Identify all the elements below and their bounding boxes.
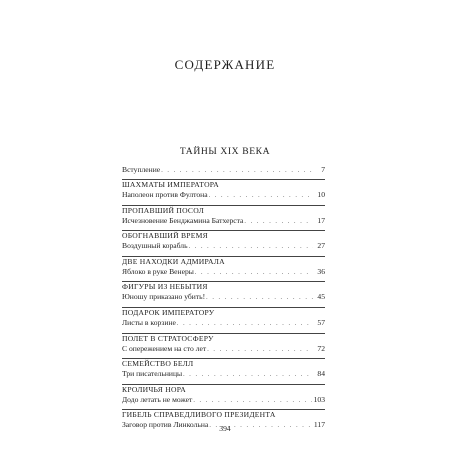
toc-entry	[122, 256, 325, 282]
toc-entry-text: Заговор против Линкольна	[122, 420, 209, 430]
dot-leader	[177, 319, 313, 329]
toc-line	[122, 216, 325, 227]
toc-chapter-heading: КРОЛИЧЬЯ НОРА	[122, 384, 186, 394]
toc-page-number: 27	[317, 241, 325, 251]
toc-entry	[122, 179, 325, 205]
toc-entry	[122, 384, 325, 410]
toc-entry-text: Наполеон против Фултона	[122, 190, 208, 199]
dot-leader	[183, 370, 313, 380]
toc-line	[122, 292, 325, 303]
toc-page-number: 84	[317, 369, 325, 379]
dot-leader	[206, 293, 313, 303]
toc-chapter-heading: ОБОГНАВШИЙ ВРЕМЯ	[122, 231, 208, 241]
toc-entry-text: Листы в корзине	[122, 317, 176, 327]
toc-page-number: 36	[317, 266, 325, 276]
toc-page-number: 103	[313, 394, 325, 404]
toc-page-number: 7	[321, 165, 325, 174]
section-title: ТАЙНЫ XIX ВЕКА	[179, 146, 271, 157]
toc-line	[122, 318, 325, 329]
toc-page-number: 57	[317, 317, 325, 327]
toc-page-number: 10	[317, 190, 325, 199]
toc-line	[122, 344, 325, 355]
toc-entry-text: Додо летать не может	[122, 394, 193, 404]
toc-entry	[122, 205, 325, 231]
toc-line	[122, 162, 325, 176]
toc-line	[122, 190, 325, 201]
toc-entry	[122, 307, 325, 333]
toc-chapter-heading: ГИБЕЛЬ СПРАВЕДЛИВОГО ПРЕЗИДЕНТА	[122, 410, 276, 420]
toc-entry	[122, 333, 325, 359]
toc-chapter-heading: ПРОПАВШИЙ ПОСОЛ	[122, 205, 204, 215]
toc-page-number: 45	[317, 292, 325, 302]
dot-leader	[189, 242, 313, 252]
toc-entry	[122, 281, 325, 307]
toc-chapter-heading: ШАХМАТЫ ИМПЕРАТОРА	[122, 180, 220, 189]
toc-entry	[122, 358, 325, 384]
toc-entry-text: Яблоко в руке Венеры	[122, 266, 194, 276]
toc-chapter-heading: ПОЛЕТ В СТРАТОСФЕРУ	[122, 333, 214, 343]
contents-title: СОДЕРЖАНИЕ	[174, 57, 276, 72]
toc-line	[122, 369, 325, 380]
toc-entry-text: Юношу приказано убить!	[122, 292, 206, 302]
table-of-contents	[122, 162, 325, 435]
toc-chapter-heading: ДВЕ НАХОДКИ АДМИРАЛА	[122, 256, 225, 266]
toc-chapter-heading: ФИГУРЫ ИЗ НЕБЫТИЯ	[122, 282, 208, 292]
toc-entry-text: Вступление	[122, 165, 161, 174]
toc-line	[122, 395, 325, 406]
toc-entry	[122, 230, 325, 256]
toc-page-number: 117	[313, 420, 325, 430]
toc-chapter-heading: СЕМЕЙСТВО БЕЛЛ	[122, 359, 194, 369]
dot-leader	[244, 217, 313, 227]
toc-entry-text: Воздушный корабль	[122, 241, 188, 251]
page-number: 394	[219, 424, 231, 433]
toc-entry-intro	[122, 162, 325, 179]
dot-leader	[207, 345, 313, 355]
dot-leader	[195, 268, 313, 278]
dot-leader	[209, 191, 313, 201]
toc-chapter-heading: ПОДАРОК ИМПЕРАТОРУ	[122, 307, 215, 317]
dot-leader	[193, 396, 311, 406]
toc-entry-text: С опережением на сто лет	[122, 343, 207, 353]
toc-page-number: 17	[317, 215, 325, 225]
toc-entry-text: Исчезновение Бенджамина Батхерста	[122, 215, 244, 225]
toc-line	[122, 241, 325, 252]
toc-entry-text: Три писательницы	[122, 369, 183, 379]
dot-leader	[161, 166, 313, 176]
toc-line	[122, 267, 325, 278]
toc-page-number: 72	[317, 343, 325, 353]
